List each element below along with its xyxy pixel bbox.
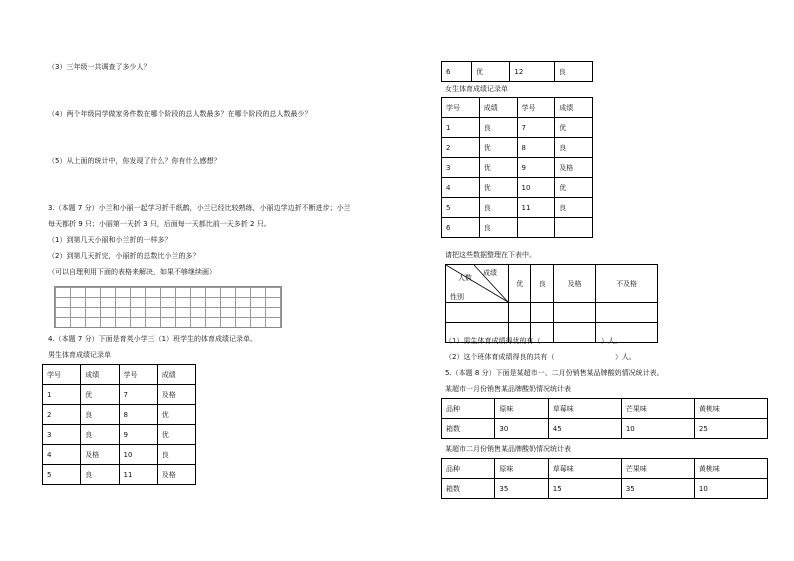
table-row bbox=[442, 138, 593, 158]
summary-table bbox=[445, 264, 658, 343]
cell: 2 bbox=[442, 138, 480, 158]
cell: 箱数 bbox=[442, 419, 495, 439]
header-good: 良 bbox=[531, 265, 553, 303]
table-row bbox=[446, 265, 658, 303]
cell[interactable] bbox=[531, 303, 553, 323]
cell: 良 bbox=[81, 405, 119, 425]
cell: 5 bbox=[43, 465, 81, 485]
cell: 1 bbox=[442, 118, 480, 138]
cell: 10 bbox=[694, 479, 767, 499]
cell: 12 bbox=[510, 62, 554, 82]
boys-table-continued bbox=[441, 61, 593, 82]
table-row bbox=[442, 178, 593, 198]
cell: 优 bbox=[479, 158, 517, 178]
table-row bbox=[442, 218, 593, 238]
cell[interactable] bbox=[446, 303, 509, 323]
cell: 良 bbox=[81, 425, 119, 445]
cell: 良 bbox=[479, 198, 517, 218]
header-fail: 不及格 bbox=[596, 265, 658, 303]
cell: 10 bbox=[621, 419, 694, 439]
problem-3-title-line2: 每天都折 9 只；小丽第一天折 3 只，后面每一天都比前一天多折 2 只。 bbox=[48, 220, 271, 228]
question-3-5: （5）从上面的统计中，你发现了什么？你有什么感想？ bbox=[48, 157, 221, 165]
cell: 良 bbox=[555, 198, 593, 218]
girls-table-caption: 女生体育成绩记录单 bbox=[445, 85, 508, 93]
cell: 良 bbox=[81, 465, 119, 485]
girls-score-table bbox=[441, 97, 593, 238]
cell: 黄桃味 bbox=[694, 459, 767, 479]
cell: 4 bbox=[43, 445, 81, 465]
problem-5-title: 5.（本题 8 分）下面是某超市一、二月份销售某品牌酸奶情况统计表。 bbox=[445, 369, 664, 377]
problem-3-title-line1: 3.（本题 7 分）小兰和小丽一起学习折千纸鹤，小兰已经比较熟练，小丽边学边折不断进步；小兰 bbox=[48, 204, 351, 212]
cell: 原味 bbox=[495, 399, 548, 419]
cell: 成绩 bbox=[157, 365, 195, 385]
corner-label-score: 成绩 bbox=[483, 269, 497, 277]
cell: 9 bbox=[517, 158, 555, 178]
feb-sales-table bbox=[441, 458, 768, 499]
cell: 及格 bbox=[81, 445, 119, 465]
feb-table-caption: 某超市二月份销售某品牌酸奶情况统计表 bbox=[445, 445, 571, 453]
table-row bbox=[43, 465, 196, 485]
cell: 优 bbox=[555, 178, 593, 198]
cell: 及格 bbox=[157, 465, 195, 485]
header-excellent: 优 bbox=[509, 265, 531, 303]
table-row bbox=[442, 158, 593, 178]
table-row bbox=[442, 459, 768, 479]
jan-table-caption: 某超市一月份销售某品牌酸奶情况统计表 bbox=[445, 385, 571, 393]
cell: 品种 bbox=[442, 459, 495, 479]
cell: 成绩 bbox=[479, 98, 517, 118]
cell: 45 bbox=[548, 419, 621, 439]
table-row bbox=[442, 419, 768, 439]
cell: 良 bbox=[555, 138, 593, 158]
q2-text: （2）这个班体育成绩得良的共有（ bbox=[445, 353, 555, 361]
cell: 5 bbox=[442, 198, 480, 218]
cell: 草莓味 bbox=[548, 399, 621, 419]
cell: 11 bbox=[517, 198, 555, 218]
summary-table-caption: 请把这些数据整理在下表中。 bbox=[445, 251, 536, 259]
cell: 良 bbox=[479, 118, 517, 138]
corner-label-gender: 性别 bbox=[450, 293, 464, 301]
cell[interactable] bbox=[509, 303, 531, 323]
cell: 及格 bbox=[555, 158, 593, 178]
cell: 成绩 bbox=[81, 365, 119, 385]
table-row bbox=[43, 385, 196, 405]
cell: 良 bbox=[157, 445, 195, 465]
cell: 6 bbox=[442, 218, 480, 238]
cell: 草莓味 bbox=[548, 459, 621, 479]
cell: 成绩 bbox=[555, 98, 593, 118]
cell: 优 bbox=[472, 62, 510, 82]
table-row bbox=[43, 365, 196, 385]
scratch-grid bbox=[54, 286, 282, 328]
cell: 优 bbox=[81, 385, 119, 405]
cell: 优 bbox=[479, 138, 517, 158]
cell[interactable] bbox=[596, 303, 658, 323]
cell: 学号 bbox=[442, 98, 480, 118]
cell: 优 bbox=[157, 425, 195, 445]
problem-3-q2: （2）到第几天折完，小丽折的总数比小兰的多？ bbox=[48, 252, 200, 260]
cell: 8 bbox=[119, 405, 157, 425]
cell: 良 bbox=[554, 62, 592, 82]
cell: 优 bbox=[479, 178, 517, 198]
cell: 11 bbox=[119, 465, 157, 485]
cell: 10 bbox=[517, 178, 555, 198]
problem-4-q2 bbox=[445, 354, 636, 361]
question-3-4: （4）两个年级同学做家务件数在哪个阶段的总人数最多？在哪个阶段的总人数最少？ bbox=[48, 110, 312, 118]
cell: 学号 bbox=[517, 98, 555, 118]
header-pass: 及格 bbox=[553, 265, 595, 303]
jan-sales-table bbox=[441, 398, 768, 439]
table-row bbox=[43, 425, 196, 445]
cell bbox=[555, 218, 593, 238]
cell: 25 bbox=[694, 419, 767, 439]
table-row bbox=[442, 198, 593, 218]
cell: 1 bbox=[43, 385, 81, 405]
question-3-3: （3）三年级一共调查了多少人？ bbox=[48, 63, 151, 71]
cell: 品种 bbox=[442, 399, 495, 419]
problem-4-title: 4.（本题 7 分）下面是育英小学三（1）班学生的体育成绩记录单。 bbox=[48, 335, 258, 343]
cell: 35 bbox=[621, 479, 694, 499]
cell: 优 bbox=[555, 118, 593, 138]
cell: 学号 bbox=[43, 365, 81, 385]
table-row bbox=[442, 98, 593, 118]
cell: 10 bbox=[119, 445, 157, 465]
problem-3-note: （可以自理利用下面的表格来解决，如果不够继续画） bbox=[48, 268, 216, 276]
cell: 黄桃味 bbox=[694, 399, 767, 419]
problem-3-q1: （1）到第几天小丽和小兰折的一样多？ bbox=[48, 236, 172, 244]
diagonal-header-cell bbox=[446, 265, 509, 303]
boys-score-table bbox=[42, 364, 196, 485]
cell: 9 bbox=[119, 425, 157, 445]
cell[interactable] bbox=[553, 303, 595, 323]
cell: 7 bbox=[517, 118, 555, 138]
cell: 8 bbox=[517, 138, 555, 158]
cell: 2 bbox=[43, 405, 81, 425]
q1-suffix: ）人。 bbox=[600, 337, 622, 345]
cell: 良 bbox=[479, 218, 517, 238]
corner-label-count: 人数 bbox=[458, 274, 472, 282]
cell: 学号 bbox=[119, 365, 157, 385]
cell: 35 bbox=[495, 479, 548, 499]
cell: 7 bbox=[119, 385, 157, 405]
cell: 3 bbox=[442, 158, 480, 178]
boys-table-caption: 男生体育成绩记录单 bbox=[48, 351, 111, 359]
cell: 芒果味 bbox=[621, 399, 694, 419]
cell: 芒果味 bbox=[621, 459, 694, 479]
cell: 15 bbox=[548, 479, 621, 499]
cell: 箱数 bbox=[442, 479, 495, 499]
table-row bbox=[446, 303, 658, 323]
table-row bbox=[442, 479, 768, 499]
cell: 优 bbox=[157, 405, 195, 425]
table-row bbox=[442, 118, 593, 138]
q1-text: （1）男生体育成绩得优的有（ bbox=[445, 337, 541, 345]
table-row bbox=[442, 399, 768, 419]
cell: 3 bbox=[43, 425, 81, 445]
q2-suffix: ）人。 bbox=[614, 353, 636, 361]
cell: 6 bbox=[442, 62, 472, 82]
cell: 及格 bbox=[157, 385, 195, 405]
cell: 原味 bbox=[495, 459, 548, 479]
cell: 30 bbox=[495, 419, 548, 439]
table-row bbox=[442, 62, 593, 82]
problem-4-q1 bbox=[445, 338, 622, 345]
cell: 4 bbox=[442, 178, 480, 198]
table-row bbox=[43, 445, 196, 465]
table-row bbox=[43, 405, 196, 425]
cell bbox=[517, 218, 555, 238]
